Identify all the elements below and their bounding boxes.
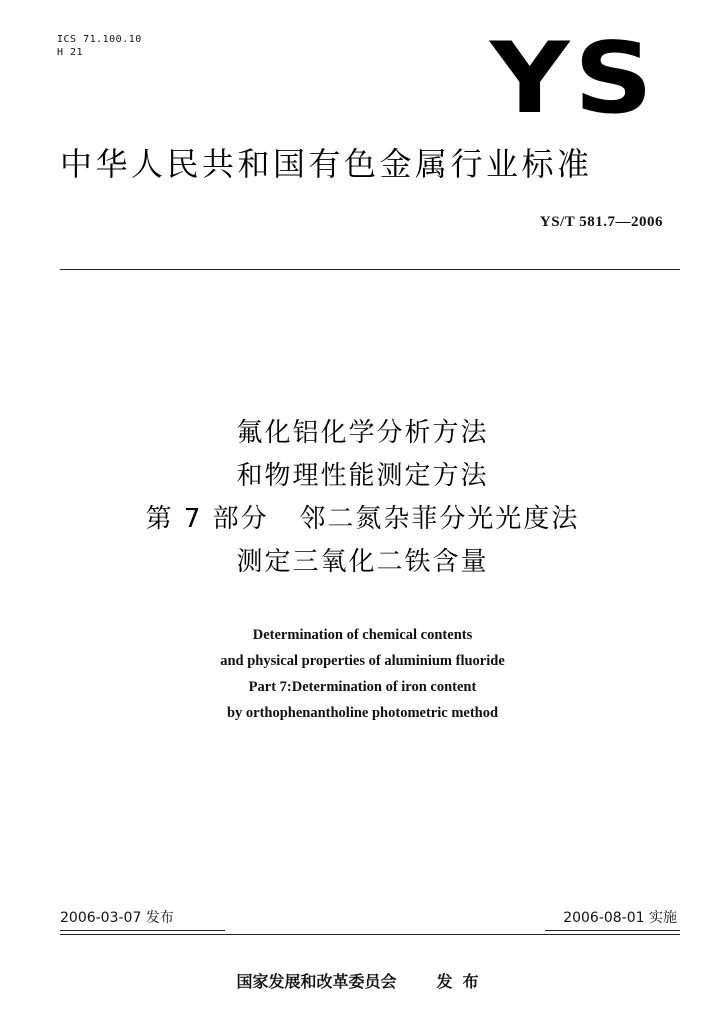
- header-divider: [60, 269, 680, 270]
- chinese-title: [0, 412, 725, 584]
- issuer-name: 国家发展和改革委员会: [236, 972, 397, 991]
- chinese-title-line-1: 氟化铝化学分析方法: [236, 418, 489, 448]
- english-title: [0, 622, 725, 726]
- ics-code: ICS 71.100.10: [57, 34, 142, 45]
- english-title-line-3: Part 7:Determination of iron content: [248, 679, 477, 695]
- issuer-line: [0, 969, 725, 992]
- english-title-line-4: by orthophenantholine photometric method: [226, 705, 499, 721]
- english-title-line-2: and physical properties of aluminium fluoride: [220, 653, 505, 669]
- classification-codes: [57, 33, 142, 59]
- standard-number: YS/T 581.7—2006: [539, 214, 663, 230]
- implement-date-underline: [545, 930, 680, 931]
- issue-date-underline: [60, 930, 225, 931]
- implement-date: 2006-08-01 实施: [563, 910, 677, 926]
- footer-divider: [60, 934, 680, 935]
- issue-action: 发布: [436, 972, 489, 991]
- chinese-title-line-2: 和物理性能测定方法: [236, 461, 489, 491]
- chinese-title-line-4: 测定三氧化二铁含量: [236, 547, 489, 577]
- standard-title: 中华人民共和国有色金属行业标准: [60, 145, 593, 183]
- class-code: H 21: [57, 47, 84, 58]
- ys-logo: YS: [490, 22, 658, 136]
- issue-date: 2006-03-07 发布: [60, 910, 174, 926]
- chinese-title-line-3: 第 7 部分 邻二氮杂菲分光光度法: [145, 504, 580, 534]
- english-title-line-1: Determination of chemical contents: [252, 627, 473, 643]
